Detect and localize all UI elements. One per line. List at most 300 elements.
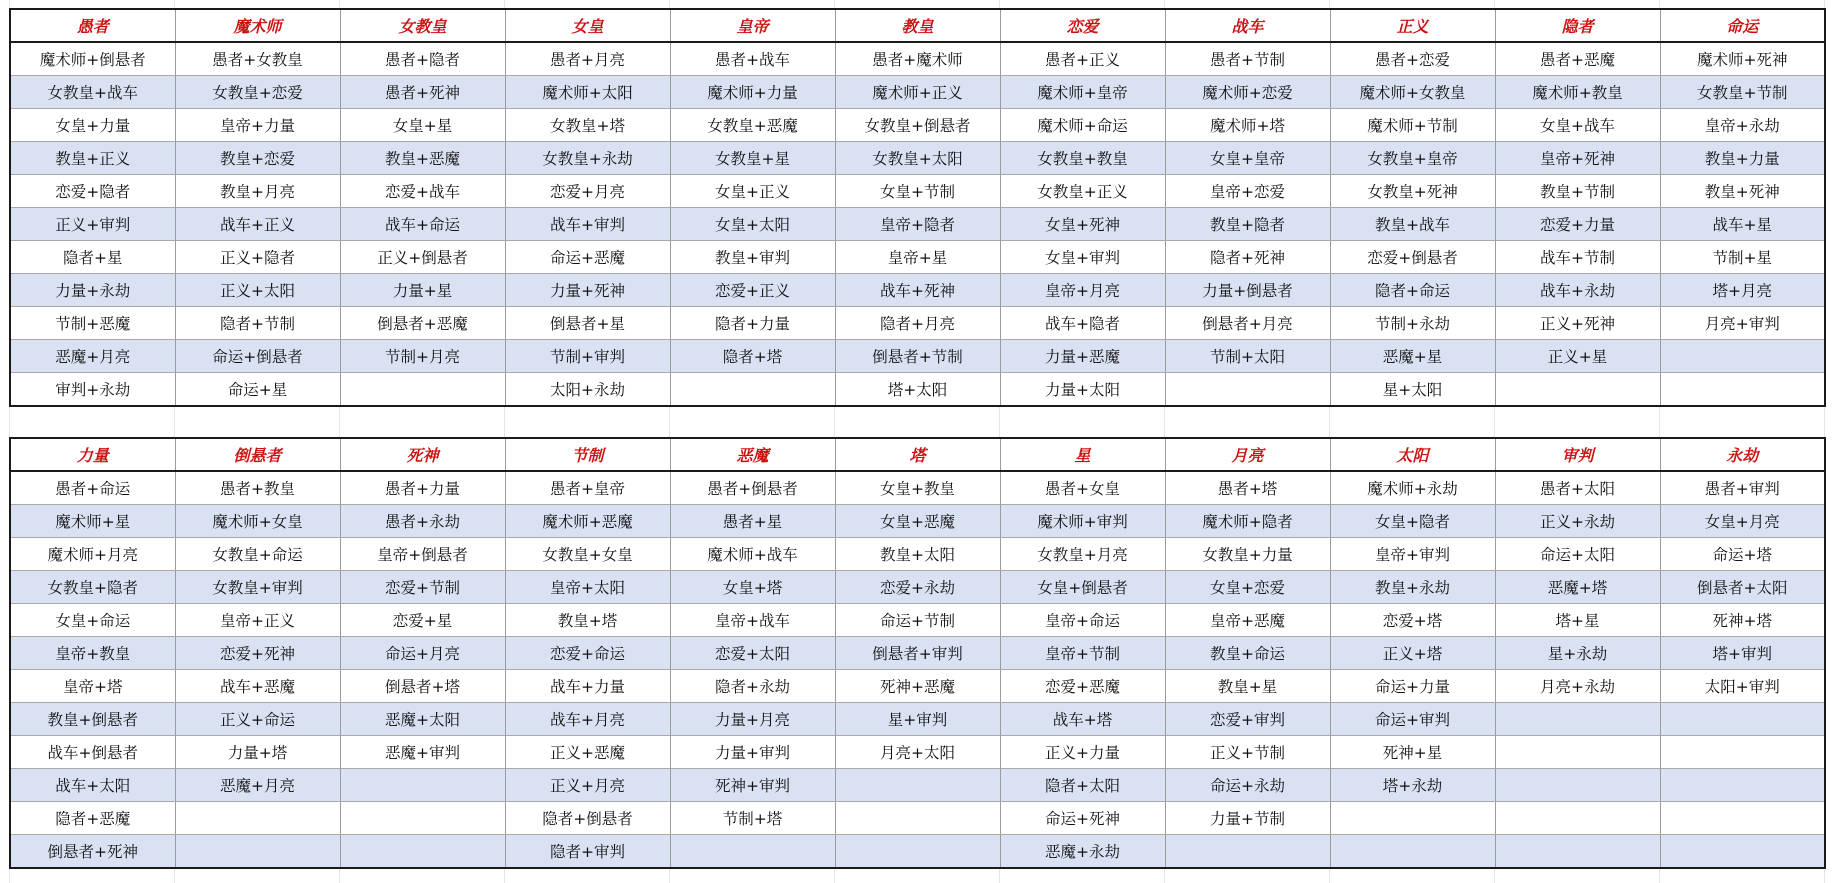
table-cell: 女皇+塔	[670, 571, 835, 604]
table-cell: 皇帝+审判	[1330, 538, 1495, 571]
table-cell: 恋爱+倒悬者	[1330, 241, 1495, 274]
table-cell: 教皇+正义	[10, 142, 175, 175]
table-cell: 恋爱+月亮	[505, 175, 670, 208]
table-cell: 魔术师+恶魔	[505, 505, 670, 538]
table-cell: 恋爱+审判	[1165, 703, 1330, 736]
table-cell: 愚者+太阳	[1495, 471, 1660, 505]
table-cell	[1330, 835, 1495, 869]
table-cell: 命运+永劫	[1165, 769, 1330, 802]
table-row	[10, 471, 1825, 505]
table-cell: 皇帝+战车	[670, 604, 835, 637]
table-cell: 力量+月亮	[670, 703, 835, 736]
table-cell: 女教皇+力量	[1165, 538, 1330, 571]
table-cell: 愚者+隐者	[340, 42, 505, 76]
table-cell	[1495, 736, 1660, 769]
table-cell: 女皇+审判	[1000, 241, 1165, 274]
table-cell: 正义+隐者	[175, 241, 340, 274]
table-cell: 太阳+永劫	[505, 373, 670, 407]
table-cell: 皇帝+恶魔	[1165, 604, 1330, 637]
table-cell: 教皇+节制	[1495, 175, 1660, 208]
table-row	[10, 42, 1825, 76]
table-cell: 恋爱+死神	[175, 637, 340, 670]
table-cell	[1495, 703, 1660, 736]
table-cell	[670, 835, 835, 869]
table-cell: 正义+死神	[1495, 307, 1660, 340]
table-cell: 女皇+教皇	[835, 471, 1000, 505]
table-cell: 死神+塔	[1660, 604, 1825, 637]
table-cell	[1330, 802, 1495, 835]
table-cell: 力量+恶魔	[1000, 340, 1165, 373]
table-cell: 恋爱+节制	[340, 571, 505, 604]
table-cell: 恶魔+月亮	[175, 769, 340, 802]
table-cell	[1165, 835, 1330, 869]
table-cell: 命运+节制	[835, 604, 1000, 637]
table-cell: 倒悬者+星	[505, 307, 670, 340]
table-cell: 皇帝+星	[835, 241, 1000, 274]
table-cell: 塔+太阳	[835, 373, 1000, 407]
table-cell: 力量+倒悬者	[1165, 274, 1330, 307]
table-cell: 魔术师+战车	[670, 538, 835, 571]
table-cell: 愚者+魔术师	[835, 42, 1000, 76]
table-cell: 教皇+力量	[1660, 142, 1825, 175]
column-header: 命运	[1660, 9, 1825, 42]
table-cell: 魔术师+倒悬者	[10, 42, 175, 76]
table-cell: 战车+太阳	[10, 769, 175, 802]
table-cell: 女教皇+永劫	[505, 142, 670, 175]
column-header: 恋爱	[1000, 9, 1165, 42]
table-row	[10, 208, 1825, 241]
table-cell: 愚者+节制	[1165, 42, 1330, 76]
table-cell: 皇帝+命运	[1000, 604, 1165, 637]
column-header: 隐者	[1495, 9, 1660, 42]
table-cell: 女教皇+审判	[175, 571, 340, 604]
table-cell: 隐者+命运	[1330, 274, 1495, 307]
table-cell: 愚者+永劫	[340, 505, 505, 538]
table-row	[10, 604, 1825, 637]
table-cell: 隐者+塔	[670, 340, 835, 373]
column-header: 愚者	[10, 9, 175, 42]
combination-table-1	[9, 8, 1826, 407]
table-cell: 恋爱+星	[340, 604, 505, 637]
table-cell: 魔术师+皇帝	[1000, 76, 1165, 109]
table-cell: 力量+节制	[1165, 802, 1330, 835]
table-cell: 女教皇+教皇	[1000, 142, 1165, 175]
table-cell: 正义+月亮	[505, 769, 670, 802]
table-cell: 女教皇+星	[670, 142, 835, 175]
column-header: 魔术师	[175, 9, 340, 42]
table-cell: 愚者+死神	[340, 76, 505, 109]
header-row	[10, 438, 1825, 471]
table-cell: 节制+审判	[505, 340, 670, 373]
table-cell: 月亮+审判	[1660, 307, 1825, 340]
table-cell: 恶魔+太阳	[340, 703, 505, 736]
table-row	[10, 175, 1825, 208]
table-cell: 命运+审判	[1330, 703, 1495, 736]
table-cell: 星+永劫	[1495, 637, 1660, 670]
table-cell: 皇帝+太阳	[505, 571, 670, 604]
table-cell: 战车+正义	[175, 208, 340, 241]
table-cell: 正义+倒悬者	[340, 241, 505, 274]
table-cell: 愚者+女教皇	[175, 42, 340, 76]
table-cell: 节制+永劫	[1330, 307, 1495, 340]
table-cell: 女皇+战车	[1495, 109, 1660, 142]
table-cell: 战车+节制	[1495, 241, 1660, 274]
table-cell: 隐者+力量	[670, 307, 835, 340]
table-cell: 力量+死神	[505, 274, 670, 307]
table-cell: 教皇+塔	[505, 604, 670, 637]
table-cell	[1660, 835, 1825, 869]
table-cell: 女教皇+节制	[1660, 76, 1825, 109]
table-cell: 命运+死神	[1000, 802, 1165, 835]
table-cell: 教皇+恋爱	[175, 142, 340, 175]
table-row	[10, 637, 1825, 670]
table-row	[10, 802, 1825, 835]
table-cell: 女教皇+死神	[1330, 175, 1495, 208]
column-header: 永劫	[1660, 438, 1825, 471]
table-cell: 女教皇+正义	[1000, 175, 1165, 208]
table-cell: 月亮+太阳	[835, 736, 1000, 769]
table-row	[10, 241, 1825, 274]
table-row	[10, 835, 1825, 869]
table-cell: 力量+审判	[670, 736, 835, 769]
table-cell: 皇帝+永劫	[1660, 109, 1825, 142]
table-cell: 女教皇+恋爱	[175, 76, 340, 109]
table-cell: 恶魔+审判	[340, 736, 505, 769]
table-cell: 隐者+死神	[1165, 241, 1330, 274]
table-cell: 战车+隐者	[1000, 307, 1165, 340]
table-cell	[340, 373, 505, 407]
table-cell: 女教皇+战车	[10, 76, 175, 109]
table-cell: 恋爱+太阳	[670, 637, 835, 670]
table-cell: 死神+星	[1330, 736, 1495, 769]
column-header: 力量	[10, 438, 175, 471]
table-row	[10, 538, 1825, 571]
table-cell	[340, 835, 505, 869]
table-cell: 愚者+倒悬者	[670, 471, 835, 505]
table-cell: 魔术师+太阳	[505, 76, 670, 109]
table-cell: 教皇+星	[1165, 670, 1330, 703]
table-cell: 节制+太阳	[1165, 340, 1330, 373]
table-cell: 愚者+力量	[340, 471, 505, 505]
table-cell: 恶魔+星	[1330, 340, 1495, 373]
table-cell: 愚者+女皇	[1000, 471, 1165, 505]
table-cell: 战车+死神	[835, 274, 1000, 307]
table-cell: 正义+节制	[1165, 736, 1330, 769]
table-cell: 皇帝+力量	[175, 109, 340, 142]
table-cell: 星+审判	[835, 703, 1000, 736]
table-cell: 愚者+星	[670, 505, 835, 538]
column-header: 女教皇	[340, 9, 505, 42]
table-cell: 命运+太阳	[1495, 538, 1660, 571]
table-cell	[1660, 703, 1825, 736]
table-cell: 正义+恶魔	[505, 736, 670, 769]
table-cell: 隐者+节制	[175, 307, 340, 340]
table-cell	[340, 769, 505, 802]
table-cell: 女皇+恋爱	[1165, 571, 1330, 604]
table-cell: 正义+永劫	[1495, 505, 1660, 538]
table-row	[10, 109, 1825, 142]
table-cell: 教皇+死神	[1660, 175, 1825, 208]
table-cell: 女教皇+命运	[175, 538, 340, 571]
table-cell: 女教皇+倒悬者	[835, 109, 1000, 142]
table-cell: 魔术师+塔	[1165, 109, 1330, 142]
column-header: 女皇	[505, 9, 670, 42]
table-cell: 皇帝+塔	[10, 670, 175, 703]
table-cell: 节制+塔	[670, 802, 835, 835]
table-cell: 恋爱+命运	[505, 637, 670, 670]
table-cell: 皇帝+隐者	[835, 208, 1000, 241]
column-header: 塔	[835, 438, 1000, 471]
table-cell: 魔术师+命运	[1000, 109, 1165, 142]
table-cell: 女教皇+太阳	[835, 142, 1000, 175]
table-cell: 正义+太阳	[175, 274, 340, 307]
table-cell	[1660, 769, 1825, 802]
table-cell	[1495, 373, 1660, 407]
table-cell: 力量+星	[340, 274, 505, 307]
table-cell: 愚者+审判	[1660, 471, 1825, 505]
table-cell	[175, 835, 340, 869]
table-cell: 隐者+星	[10, 241, 175, 274]
table-cell: 魔术师+永劫	[1330, 471, 1495, 505]
column-header: 星	[1000, 438, 1165, 471]
table-cell: 命运+月亮	[340, 637, 505, 670]
table-cell: 教皇+倒悬者	[10, 703, 175, 736]
table-cell: 魔术师+星	[10, 505, 175, 538]
table-row	[10, 274, 1825, 307]
table-cell: 节制+星	[1660, 241, 1825, 274]
table-row	[10, 76, 1825, 109]
table-cell: 皇帝+节制	[1000, 637, 1165, 670]
table-cell: 女皇+恶魔	[835, 505, 1000, 538]
table-cell: 审判+永劫	[10, 373, 175, 407]
table-cell: 正义+星	[1495, 340, 1660, 373]
table-cell: 战车+命运	[340, 208, 505, 241]
table-cell: 魔术师+隐者	[1165, 505, 1330, 538]
table-cell: 女皇+命运	[10, 604, 175, 637]
table-cell: 魔术师+女皇	[175, 505, 340, 538]
column-header: 战车	[1165, 9, 1330, 42]
table-cell: 教皇+审判	[670, 241, 835, 274]
table-cell: 女皇+星	[340, 109, 505, 142]
table-cell: 恋爱+塔	[1330, 604, 1495, 637]
column-header: 节制	[505, 438, 670, 471]
table-cell: 隐者+审判	[505, 835, 670, 869]
table-cell: 节制+恶魔	[10, 307, 175, 340]
table-cell: 女皇+倒悬者	[1000, 571, 1165, 604]
table-cell	[1495, 769, 1660, 802]
table-cell: 愚者+正义	[1000, 42, 1165, 76]
table-cell: 愚者+战车	[670, 42, 835, 76]
table-cell: 皇帝+死神	[1495, 142, 1660, 175]
table-cell: 倒悬者+死神	[10, 835, 175, 869]
table-cell	[1165, 373, 1330, 407]
table-cell: 愚者+恶魔	[1495, 42, 1660, 76]
table-cell: 魔术师+审判	[1000, 505, 1165, 538]
table-cell: 战车+恶魔	[175, 670, 340, 703]
table-cell: 正义+命运	[175, 703, 340, 736]
table-cell: 力量+塔	[175, 736, 340, 769]
table-row	[10, 736, 1825, 769]
table-cell: 恋爱+永劫	[835, 571, 1000, 604]
table-cell: 倒悬者+恶魔	[340, 307, 505, 340]
column-header: 月亮	[1165, 438, 1330, 471]
table-cell: 女教皇+恶魔	[670, 109, 835, 142]
table-cell	[340, 802, 505, 835]
table-cell: 隐者+月亮	[835, 307, 1000, 340]
table-cell: 恋爱+隐者	[10, 175, 175, 208]
column-header: 皇帝	[670, 9, 835, 42]
table-cell: 教皇+月亮	[175, 175, 340, 208]
table-cell: 女教皇+女皇	[505, 538, 670, 571]
table-cell: 恋爱+战车	[340, 175, 505, 208]
table-cell: 命运+倒悬者	[175, 340, 340, 373]
table-row	[10, 373, 1825, 407]
table-cell: 塔+永劫	[1330, 769, 1495, 802]
table-cell	[1495, 835, 1660, 869]
table-cell: 教皇+战车	[1330, 208, 1495, 241]
table-cell: 倒悬者+太阳	[1660, 571, 1825, 604]
table-cell: 隐者+恶魔	[10, 802, 175, 835]
table-cell: 愚者+皇帝	[505, 471, 670, 505]
table-cell: 女皇+节制	[835, 175, 1000, 208]
table-cell: 隐者+永劫	[670, 670, 835, 703]
table-cell: 命运+星	[175, 373, 340, 407]
table-row	[10, 505, 1825, 538]
table-cell: 命运+力量	[1330, 670, 1495, 703]
table-cell: 女皇+死神	[1000, 208, 1165, 241]
table-cell: 恋爱+力量	[1495, 208, 1660, 241]
table-cell	[835, 802, 1000, 835]
table-cell: 力量+永劫	[10, 274, 175, 307]
table-cell: 塔+星	[1495, 604, 1660, 637]
table-cell: 正义+塔	[1330, 637, 1495, 670]
table-cell	[1660, 373, 1825, 407]
table-cell: 教皇+太阳	[835, 538, 1000, 571]
column-header: 恶魔	[670, 438, 835, 471]
table-cell: 女皇+力量	[10, 109, 175, 142]
table-cell: 女教皇+月亮	[1000, 538, 1165, 571]
table-cell: 女教皇+隐者	[10, 571, 175, 604]
table-cell: 恶魔+月亮	[10, 340, 175, 373]
table-cell: 女皇+隐者	[1330, 505, 1495, 538]
table-cell: 塔+审判	[1660, 637, 1825, 670]
table-cell: 愚者+命运	[10, 471, 175, 505]
table-cell: 死神+恶魔	[835, 670, 1000, 703]
table-cell: 愚者+恋爱	[1330, 42, 1495, 76]
table-cell: 女皇+月亮	[1660, 505, 1825, 538]
table-cell: 愚者+塔	[1165, 471, 1330, 505]
table-row	[10, 769, 1825, 802]
table-cell: 倒悬者+月亮	[1165, 307, 1330, 340]
table-cell: 女皇+皇帝	[1165, 142, 1330, 175]
table-cell: 皇帝+月亮	[1000, 274, 1165, 307]
table-row	[10, 571, 1825, 604]
table-cell: 死神+审判	[670, 769, 835, 802]
table-row	[10, 142, 1825, 175]
table-cell: 命运+塔	[1660, 538, 1825, 571]
table-cell: 隐者+倒悬者	[505, 802, 670, 835]
table-row	[10, 307, 1825, 340]
table-cell: 节制+月亮	[340, 340, 505, 373]
table-cell: 魔术师+恋爱	[1165, 76, 1330, 109]
table-cell: 魔术师+死神	[1660, 42, 1825, 76]
header-row	[10, 9, 1825, 42]
table-cell: 战车+星	[1660, 208, 1825, 241]
column-header: 审判	[1495, 438, 1660, 471]
table-cell: 正义+审判	[10, 208, 175, 241]
table-cell: 女教皇+皇帝	[1330, 142, 1495, 175]
table-cell: 倒悬者+审判	[835, 637, 1000, 670]
combination-table-2	[9, 437, 1826, 869]
table-cell: 教皇+永劫	[1330, 571, 1495, 604]
table-cell: 战车+塔	[1000, 703, 1165, 736]
table-cell: 太阳+审判	[1660, 670, 1825, 703]
table-cell: 教皇+隐者	[1165, 208, 1330, 241]
table-cell: 恋爱+正义	[670, 274, 835, 307]
table-cell: 皇帝+倒悬者	[340, 538, 505, 571]
table-cell: 隐者+太阳	[1000, 769, 1165, 802]
table-cell: 倒悬者+节制	[835, 340, 1000, 373]
table-cell: 战车+永劫	[1495, 274, 1660, 307]
table-cell: 塔+月亮	[1660, 274, 1825, 307]
table-cell: 恋爱+恶魔	[1000, 670, 1165, 703]
table-cell: 命运+恶魔	[505, 241, 670, 274]
table-cell: 战车+审判	[505, 208, 670, 241]
table-cell	[670, 373, 835, 407]
table-row	[10, 340, 1825, 373]
table-cell: 月亮+永劫	[1495, 670, 1660, 703]
table-cell	[1495, 802, 1660, 835]
table-row	[10, 670, 1825, 703]
table-cell: 恶魔+永劫	[1000, 835, 1165, 869]
table-cell: 愚者+教皇	[175, 471, 340, 505]
table-cell: 恶魔+塔	[1495, 571, 1660, 604]
table-cell: 皇帝+恋爱	[1165, 175, 1330, 208]
table-cell	[835, 769, 1000, 802]
column-header: 死神	[340, 438, 505, 471]
table-cell	[175, 802, 340, 835]
table-cell: 愚者+月亮	[505, 42, 670, 76]
column-header: 太阳	[1330, 438, 1495, 471]
table-cell: 皇帝+正义	[175, 604, 340, 637]
table-cell: 战车+倒悬者	[10, 736, 175, 769]
table-cell: 女皇+正义	[670, 175, 835, 208]
table-cell: 魔术师+月亮	[10, 538, 175, 571]
column-header: 教皇	[835, 9, 1000, 42]
table-cell: 魔术师+力量	[670, 76, 835, 109]
table-cell: 女教皇+塔	[505, 109, 670, 142]
table-cell: 魔术师+教皇	[1495, 76, 1660, 109]
table-cell: 魔术师+正义	[835, 76, 1000, 109]
table-cell: 皇帝+教皇	[10, 637, 175, 670]
table-cell	[1660, 340, 1825, 373]
column-header: 正义	[1330, 9, 1495, 42]
table-cell: 力量+太阳	[1000, 373, 1165, 407]
table-cell: 教皇+恶魔	[340, 142, 505, 175]
table-cell: 魔术师+节制	[1330, 109, 1495, 142]
table-cell: 战车+月亮	[505, 703, 670, 736]
table-cell	[835, 835, 1000, 869]
table-cell: 战车+力量	[505, 670, 670, 703]
table-cell	[1660, 736, 1825, 769]
table-cell	[1660, 802, 1825, 835]
table-cell: 星+太阳	[1330, 373, 1495, 407]
table-cell: 倒悬者+塔	[340, 670, 505, 703]
table-cell: 魔术师+女教皇	[1330, 76, 1495, 109]
table-cell: 女皇+太阳	[670, 208, 835, 241]
column-header: 倒悬者	[175, 438, 340, 471]
table-cell: 正义+力量	[1000, 736, 1165, 769]
